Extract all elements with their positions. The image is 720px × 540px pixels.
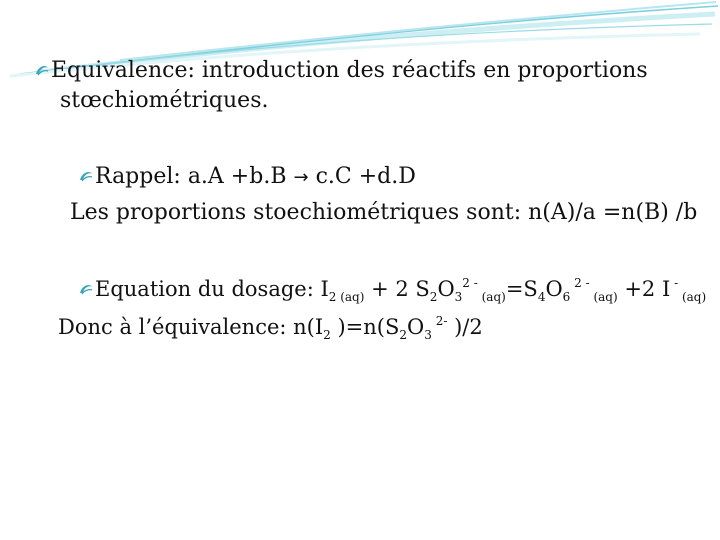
equation-part: O <box>545 277 563 301</box>
proportions-text: Les proportions stoechiométriques sont: n(A)/a =n(B) /b <box>70 200 698 225</box>
equation-part: Equation du dosage: I <box>95 277 329 301</box>
swirl-bullet-icon <box>78 281 94 297</box>
swirl-bullet-icon <box>78 168 94 184</box>
equivalence-text-continued: stœchiométriques. <box>60 88 269 113</box>
equation-subscript: (aq) <box>477 290 506 304</box>
equivalence-relation-line <box>58 314 483 342</box>
rappel-prefix: Rappel: a.A +b.B <box>95 164 294 189</box>
equation-subscript: (aq) <box>589 290 618 304</box>
swirl-bullet-icon <box>34 62 50 78</box>
relation-part: )=n(S <box>330 315 400 339</box>
equation-subscript: 2 (aq) <box>328 290 365 304</box>
relation-subscript: 2 <box>323 328 331 342</box>
equation-subscript: 2 <box>429 290 438 304</box>
equivalence-text: Equivalence: introduction des réactifs en proportions <box>51 58 648 83</box>
equation-subscript: 6 <box>562 290 571 304</box>
equation-part: O <box>437 277 455 301</box>
dosage-equation-line <box>78 276 706 304</box>
relation-part: O <box>407 315 425 339</box>
equation-subscript: 4 <box>537 290 546 304</box>
relation-subscript: 2 <box>399 328 408 342</box>
equivalence-line <box>34 58 648 83</box>
equation-part: +2 I <box>617 277 671 301</box>
rappel-suffix: c.C +d.D <box>308 164 416 189</box>
relation-part: Donc à l’équivalence: n(I <box>58 315 324 339</box>
equation-subscript: 3 <box>454 290 463 304</box>
equation-part: + 2 S <box>364 277 430 301</box>
equivalence-line-continued <box>60 88 268 113</box>
rappel-line <box>78 164 416 189</box>
equation-superscript: 2 - <box>570 276 590 290</box>
relation-part: )/2 <box>447 315 483 339</box>
equation-subscript: (aq) <box>678 290 707 304</box>
equation-superscript: - <box>670 276 679 290</box>
equation-superscript: 2 - <box>462 276 478 290</box>
reaction-arrow: → <box>293 167 309 188</box>
relation-subscript: 3 <box>424 328 432 342</box>
proportions-line <box>70 200 697 225</box>
equation-part: =S <box>505 277 538 301</box>
relation-superscript: 2- <box>431 314 448 328</box>
